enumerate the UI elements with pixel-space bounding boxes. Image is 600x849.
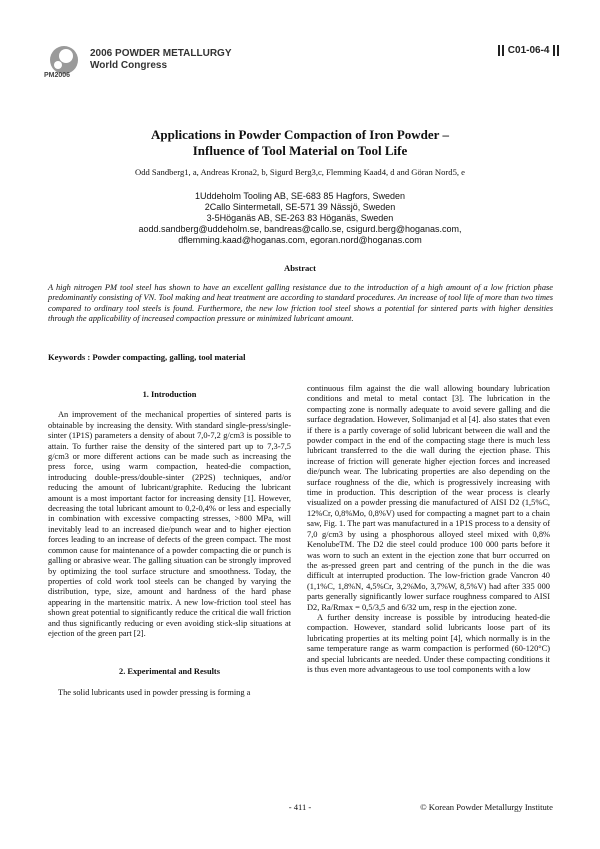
- emails-line1: aodd.sandberg@uddeholm.se, bandreas@callo.se, csigurd.berg@hoganas.com,: [138, 224, 462, 234]
- affiliation-2: 2Callo Sintermetall, SE-571 39 Nässjö, Sweden: [204, 202, 396, 212]
- abstract-text: A high nitrogen PM tool steel has shown to have an excellent galling resistance due to the introduction of a high amount of a low friction phase predominantly consisting of VN. Tool making and heat treatment are according to standard procedures. An increase of tool life of more than two times compared to ordinary tool steels is found. Furthermore, the new low friction tool steel shows a potential for sintered parts with higher densities through the applicability of increased compaction pressure or minimized lubricant amount.: [48, 283, 553, 324]
- title-line1: Applications in Powder Compaction of Iron Powder –: [151, 127, 449, 142]
- section-heading-experimental: 2. Experimental and Results: [119, 667, 220, 677]
- abstract-heading: Abstract: [284, 263, 316, 273]
- page-number: - 411 -: [288, 802, 312, 812]
- left-column: [48, 384, 291, 698]
- conference-line1: 2006 POWDER METALLURGY: [90, 48, 232, 59]
- keywords: Keywords : Powder compacting, galling, tool material: [48, 352, 246, 362]
- paper-title: [60, 127, 540, 159]
- affiliation-1: 1Uddeholm Tooling AB, SE-683 85 Hagfors, Sweden: [195, 191, 405, 201]
- emails-line2: dflemming.kaad@hoganas.com, egoran.nord@hoganas.com: [178, 235, 422, 245]
- authors: Odd Sandberg1, a, Andreas Krona2, b, Sigurd Berg3,c, Flemming Kaad4, d and Göran Nord5, e: [134, 167, 465, 177]
- introduction-paragraph: An improvement of the mechanical properties of sintered parts is obtainable by increasing the density. With standard single-press/single-sinter (1P1S) parameters a density of about 7,0-7,2 g/cm3 is possible to attain. To further raise the density of the sintered part up to 7,3-7,5 g/cm3 or more different actions can be made such as increasing the press force, using warm compaction, heated-die compaction, introducing double-press/double-sinter (2P2S) techniques, and/or reducing the amount of lubricant/graphite. Reducing the lubricant amount is a most important factor for increasing density [1]. However, decreasing the total lubricant amount to 0,2-0,4% or less and especially in combination with excessive compacting stresses, >800 MPa, will inevitably lead to an increased die/punch wear and to higher ejection forces leading to an increase of defects of the green compact. The most common cause for maintenance of a powder compacting die or punch is galling or abrasive wear. The galling situation can be strongly improved by optimizing the tool surface structure and smoothness. Today, the properties of cold work tool steels can be changed by varying the distribution, type, size, amount and hardness of the hard phase appearing in the martensitic matrix. A new low-friction tool steel has shown great potential to significantly reduce the critical die wall friction and thus significantly reducing or even avoiding stick-slip situations at ejection of the green part [2].: [48, 410, 291, 638]
- copyright: © Korean Powder Metallurgy Institute: [420, 802, 553, 812]
- paper-code: C01-06-4: [497, 45, 560, 56]
- logo-caption: PM2006: [44, 72, 71, 79]
- right-paragraph-1: continuous film against the die wall allowing boundary lubrication conditions and metal to metal contact [3]. The lubrication in the compacting zone is normally adequate to avoid severe galling and die surface degradation. However, Solimanjad et al [4]. also states that even if there is a partly coverage of solid lubricant between die wall and the powder compact in the end of the compacting stage there is much less lubricant transferred to the die wall during the ejection phase. This increase of friction will generate higher ejection forces and increased die/punch wear. The lubricating properties are also depending on the surface roughness of the die, which is progressively increasing with time in production. This description of the wear process is clearly visualized on a powder pressing die manufactured of AISI D2 (1,5%C, 12%Cr, 0,8%Mo, 0,8%V) used for compacting a magnet part to a chain saw, Fig. 1. The part was manufactured in a 1P1S process to a density of 7,0 g/cm3 by using a phosphorous alloyed steel mixed with 0,8% KenolubeTM. The D2 die steel could produce 100 000 parts before it was worn to such an extent in the ejection zone that burr occurred on the as-pressed green part and centring of the punch in the die was difficult at interrupted production. The low-friction grade Vancron 40 (1,1%C, 1,8%N, 4,5%Cr, 3,2%Mo, 3,7%W, 8,5%V) had after 335 000 parts generally significantly lower surface roughness compared to AISI D2, Ra/Rmax = 0,5/3,5 and 6/32 um, resp in the ejection zone.: [307, 384, 550, 612]
- conference-name: [90, 48, 232, 72]
- right-paragraph-2: A further density increase is possible by introducing heated-die compaction. However, standard solid lubricants loose part of its lubricating properties at its melting point [4], which normally is in the same temperature range as warm compaction is performed (60-120°C) and special lubricants are needed. Under these compacting conditions it is thus even more advantageous to use tool components with a low: [307, 612, 550, 674]
- section-heading-introduction: 1. Introduction: [142, 390, 197, 399]
- experimental-paragraph: The solid lubricants used in powder pressing is forming a: [58, 687, 251, 697]
- affiliation-3: 3-5Höganäs AB, SE-263 83 Höganäs, Sweden: [206, 213, 394, 223]
- title-line2: Influence of Tool Material on Tool Life: [192, 143, 408, 158]
- conference-line2: World Congress: [90, 60, 168, 71]
- right-column: [307, 384, 550, 675]
- affiliations: [60, 191, 540, 246]
